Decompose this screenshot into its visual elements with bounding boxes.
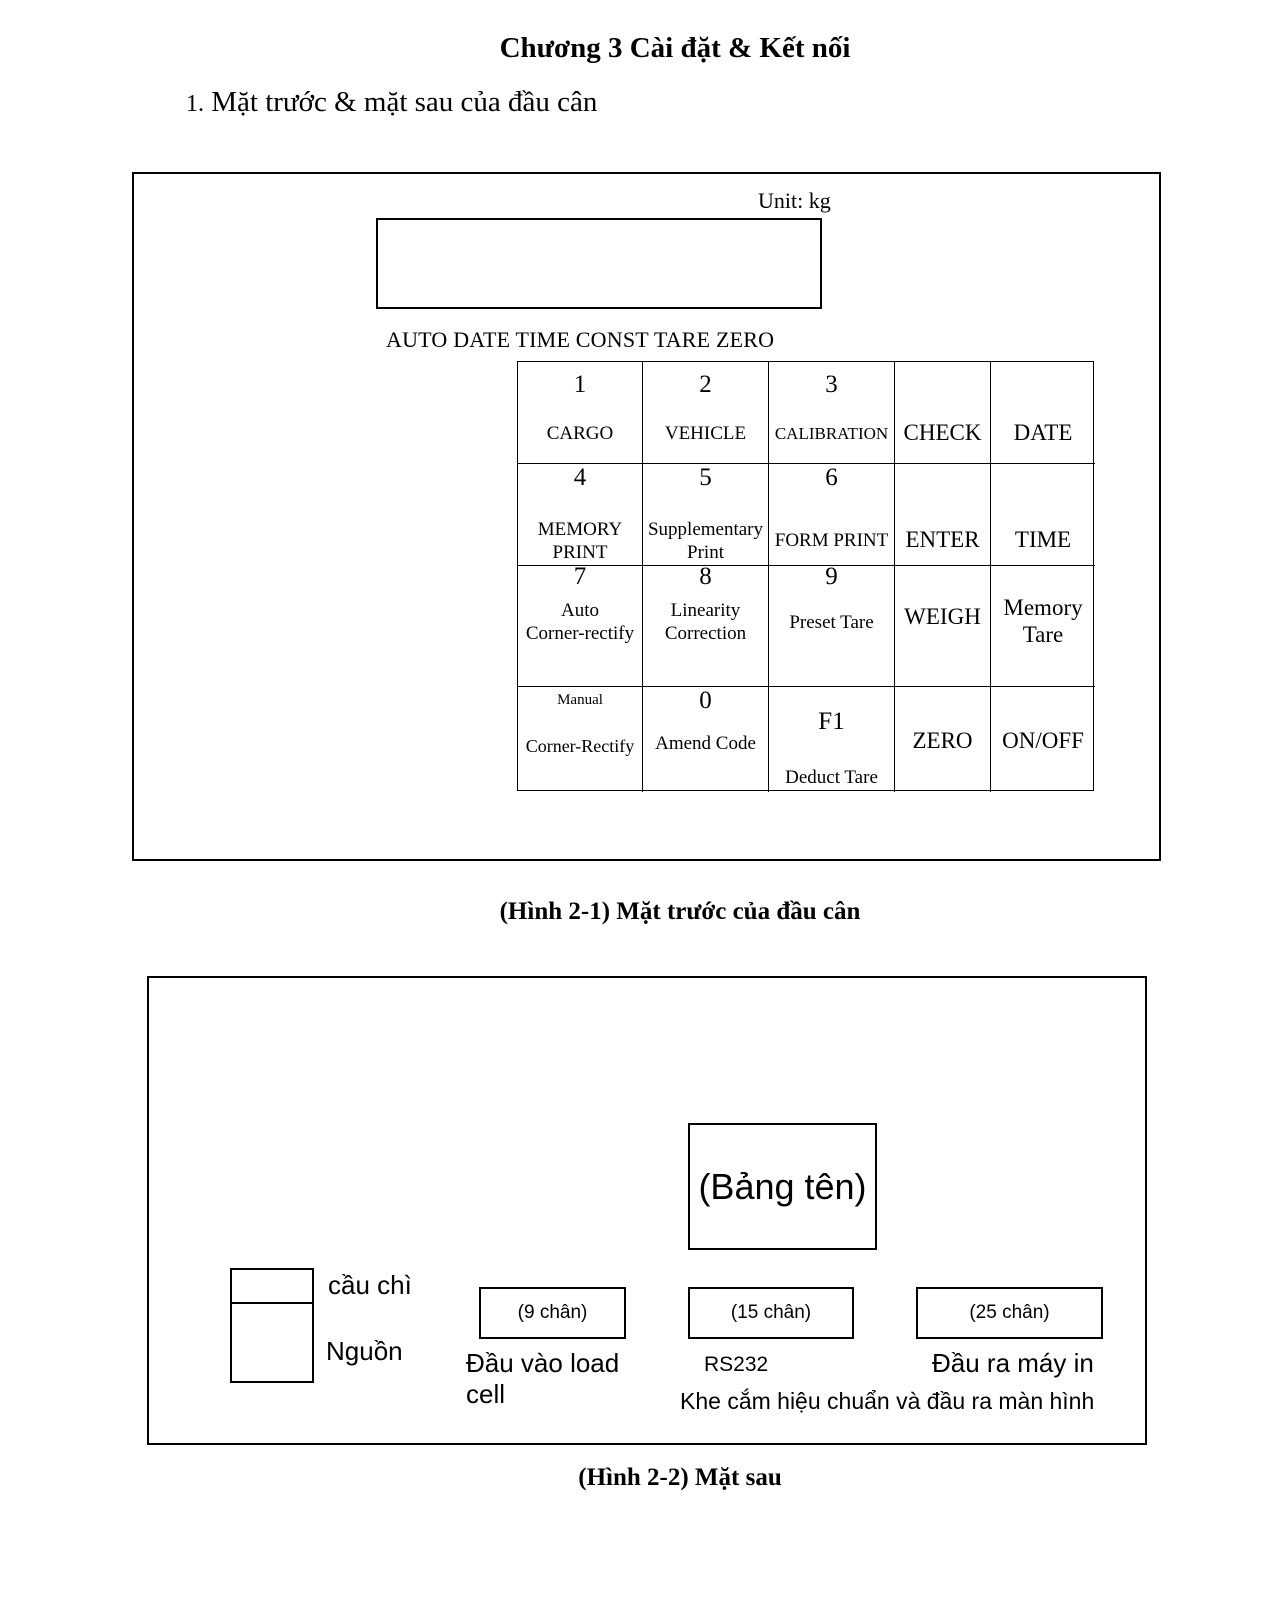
nameplate-label: (Bảng tên) [698, 1165, 867, 1207]
key-5-supplementary-print[interactable] [643, 464, 769, 566]
key-label: Preset Tare [789, 612, 874, 633]
key-number: 9 [825, 563, 838, 590]
key-label-line2: Print [687, 542, 724, 563]
key-label: ZERO [912, 728, 973, 753]
key-label: Deduct Tare [785, 767, 878, 788]
loadcell-label-line2: cell [466, 1379, 506, 1409]
key-manual-corner-rectify[interactable] [518, 687, 643, 792]
key-number: 5 [699, 464, 712, 491]
key-1-cargo[interactable] [518, 362, 643, 464]
key-6-form-print[interactable] [769, 464, 895, 566]
key-time[interactable] [991, 464, 1095, 566]
key-number: 2 [699, 371, 712, 398]
key-check[interactable] [895, 362, 991, 464]
key-number: 1 [573, 371, 587, 398]
rs232-label: RS232 [704, 1353, 769, 1376]
port-pins-label: (9 chân) [517, 1302, 588, 1323]
rs232-port [688, 1287, 854, 1339]
key-number: 6 [825, 464, 838, 491]
key-label: TIME [1014, 527, 1072, 552]
key-label-line2: Tare [1022, 622, 1064, 647]
key-f1-deduct-tare[interactable] [769, 687, 895, 792]
power-socket [230, 1268, 314, 1383]
section-number: 1. [186, 91, 204, 117]
key-2-vehicle[interactable] [643, 362, 769, 464]
port-pins-label: (25 chân) [969, 1302, 1050, 1323]
key-label-line1: Linearity [670, 600, 741, 621]
key-label-line1: MEMORY [537, 519, 623, 540]
figure-caption-front: (Hình 2-1) Mặt trước của đầu cân [499, 898, 861, 925]
key-label: CARGO [546, 423, 614, 444]
key-label-top: Manual [557, 692, 603, 708]
port-pins-label: (15 chân) [730, 1302, 812, 1323]
key-number: 7 [573, 563, 587, 590]
key-label-line2: PRINT [552, 542, 608, 563]
key-memory-tare[interactable] [991, 566, 1095, 687]
key-label: CALIBRATION [774, 424, 889, 443]
key-on-off[interactable] [991, 687, 1095, 792]
key-number: 0 [699, 687, 712, 714]
unit-label: Unit: kg [758, 188, 831, 213]
key-enter[interactable] [895, 464, 991, 566]
calibration-slot-label: Khe cắm hiệu chuẩn và đầu ra màn hình [680, 1388, 1095, 1414]
key-number: F1 [818, 708, 845, 735]
key-label: FORM PRINT [774, 530, 889, 551]
key-label-line2: Correction [664, 623, 747, 644]
loadcell-input-label [466, 1348, 656, 1410]
key-label: ON/OFF [1002, 728, 1084, 753]
key-label: CHECK [903, 420, 982, 445]
power-label: Nguồn [326, 1336, 403, 1366]
loadcell-port [479, 1287, 626, 1339]
key-7-auto-corner-rectify[interactable] [518, 563, 643, 687]
key-zero[interactable] [895, 687, 991, 792]
key-9-preset-tare[interactable] [769, 563, 895, 687]
key-number: 4 [573, 464, 587, 491]
keypad [517, 361, 1094, 791]
figure-caption-back: (Hình 2-2) Mặt sau [578, 1464, 782, 1491]
nameplate [688, 1123, 877, 1250]
key-label-line1: Auto [561, 600, 599, 621]
key-label: ENTER [905, 527, 980, 552]
indicator-labels: AUTO DATE TIME CONST TARE ZERO [386, 327, 775, 352]
key-4-memory-print[interactable] [518, 464, 643, 566]
fuse-divider [230, 1302, 314, 1304]
key-0-amend-code[interactable] [643, 687, 769, 792]
key-date[interactable] [991, 362, 1095, 464]
section-heading [186, 86, 597, 119]
display-window [376, 218, 822, 309]
key-3-calibration[interactable] [769, 362, 895, 464]
key-label: Corner-Rectify [525, 736, 635, 756]
fuse-label: cầu chì [328, 1270, 412, 1300]
printer-port [916, 1287, 1103, 1339]
key-label-line1: Memory [1003, 595, 1083, 620]
section-title: Mặt trước & mặt sau của đầu cân [211, 86, 598, 118]
key-8-linearity-correction[interactable] [643, 563, 769, 687]
key-label: WEIGH [904, 604, 981, 629]
key-label: VEHICLE [664, 423, 747, 444]
key-label-line1: Supplementary [647, 519, 764, 540]
loadcell-label-line1: Đầu vào load [466, 1348, 620, 1378]
key-number: 8 [699, 563, 712, 590]
key-label-line2: Corner-rectify [525, 623, 635, 644]
key-number: 3 [825, 371, 838, 398]
key-label: Amend Code [655, 733, 756, 754]
printer-output-label: Đầu ra máy in [932, 1348, 1094, 1378]
chapter-title: Chương 3 Cài đặt & Kết nối [499, 32, 851, 64]
key-weigh[interactable] [895, 566, 991, 687]
key-label: DATE [1013, 420, 1073, 445]
